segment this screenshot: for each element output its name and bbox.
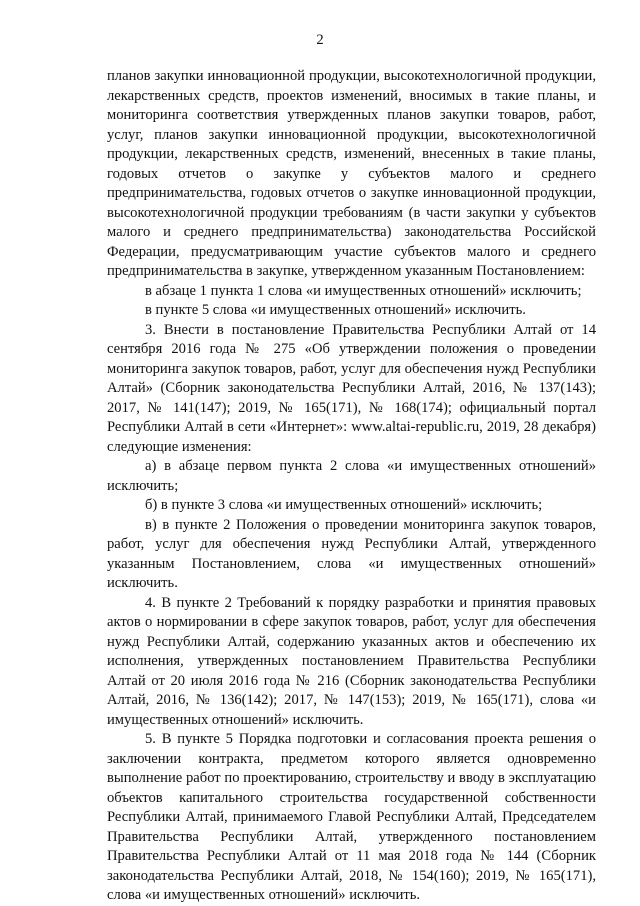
paragraph-section-4: 4. В пункте 2 Требований к порядку разработки и принятия правовых актов о нормировании в сфере закупок товаров, работ, услуг для обеспечения нужд Республики Алтай, содержанию указанных актов и обеспечению их исполнения, утвержденных постановлением Правительства Республики Алтай от 20 июля 2016 года № 216 (Сборник законодательства Республики Алтай, 2016, № 136(142); 2017, № 147(153); 2019, № 165(171), слова «и имущественных отношений» исключить. [107, 594, 596, 728]
paragraph-item-1: в абзаце 1 пункта 1 слова «и имущественных отношений» исключить; [145, 282, 582, 299]
document-body [107, 67, 596, 906]
paragraph-section-3v: в) в пункте 2 Положения о проведении мониторинга закупок товаров, работ, услуг для обеспечения нужд Республики Алтай, утвержденного указанным Постановлением, слова «и имущественных отношений» исключить. [107, 516, 596, 591]
paragraph-item-2: в пункте 5 слова «и имущественных отношений» исключить. [145, 302, 526, 318]
paragraph-section-5: 5. В пункте 5 Порядка подготовки и согласования проекта решения о заключении контракта, предметом которого является одновременно выполнение работ по проектированию, строительству и вводу в эксплуатацию объектов капитального строительства государственной собственности Республики Алтай, принимаемого Главой Республики Алтай, Председателем Правительства Республики Алтай, утвержденного постановлением Правительства Республики Алтай от 11 мая 2018 года № 144 (Сборник законодательства Республики Алтай, 2018, № 154(160); 2019, № 165(171), слова «и имущественных отношений» исключить. [107, 731, 596, 903]
paragraph-section-3b: б) в пункте 3 слова «и имущественных отношений» исключить; [145, 497, 543, 513]
page-number: 2 [316, 32, 324, 48]
paragraph-continuation: планов закупки инновационной продукции, высокотехнологичной продукции, лекарственных средств, проектов изменений, вносимых в такие планы, и мониторинга соответствия утвержденных планов закупки товаров, работ, услуг, планов закупки инновационной продукции, высокотехнологичной продукции, лекарственных средств, изменений, внесенных в такие планы, годовых отчетов о закупке у субъектов малого и среднего предпринимательства, годовых отчетов о закупке инновационной продукции, высокотехнологичной продукции требованиям (в части закупки у субъектов малого и среднего предпринимательства) законодательства Российской Федерации, предусматривающим участие субъектов малого и среднего предпринимательства в закупке, утвержденном указанным Постановлением: [107, 68, 596, 279]
paragraph-section-3: 3. Внести в постановление Правительства Республики Алтай от 14 сентября 2016 года № 275 «Об утверждении положения о проведении мониторинга закупок товаров, работ, услуг для обеспечения нужд Республики Алтай» (Сборник законодательства Республики Алтай, 2016, № 137(143); 2017, № 141(147); 2019, № 165(171), № 168(174); официальный портал Республики Алтай в сети «Интернет»: www.altai-republic.ru, 2019, 28 декабря) следующие изменения: [107, 321, 596, 455]
paragraph-section-3a: а) в абзаце первом пункта 2 слова «и имущественных отношений» исключить; [107, 458, 596, 494]
